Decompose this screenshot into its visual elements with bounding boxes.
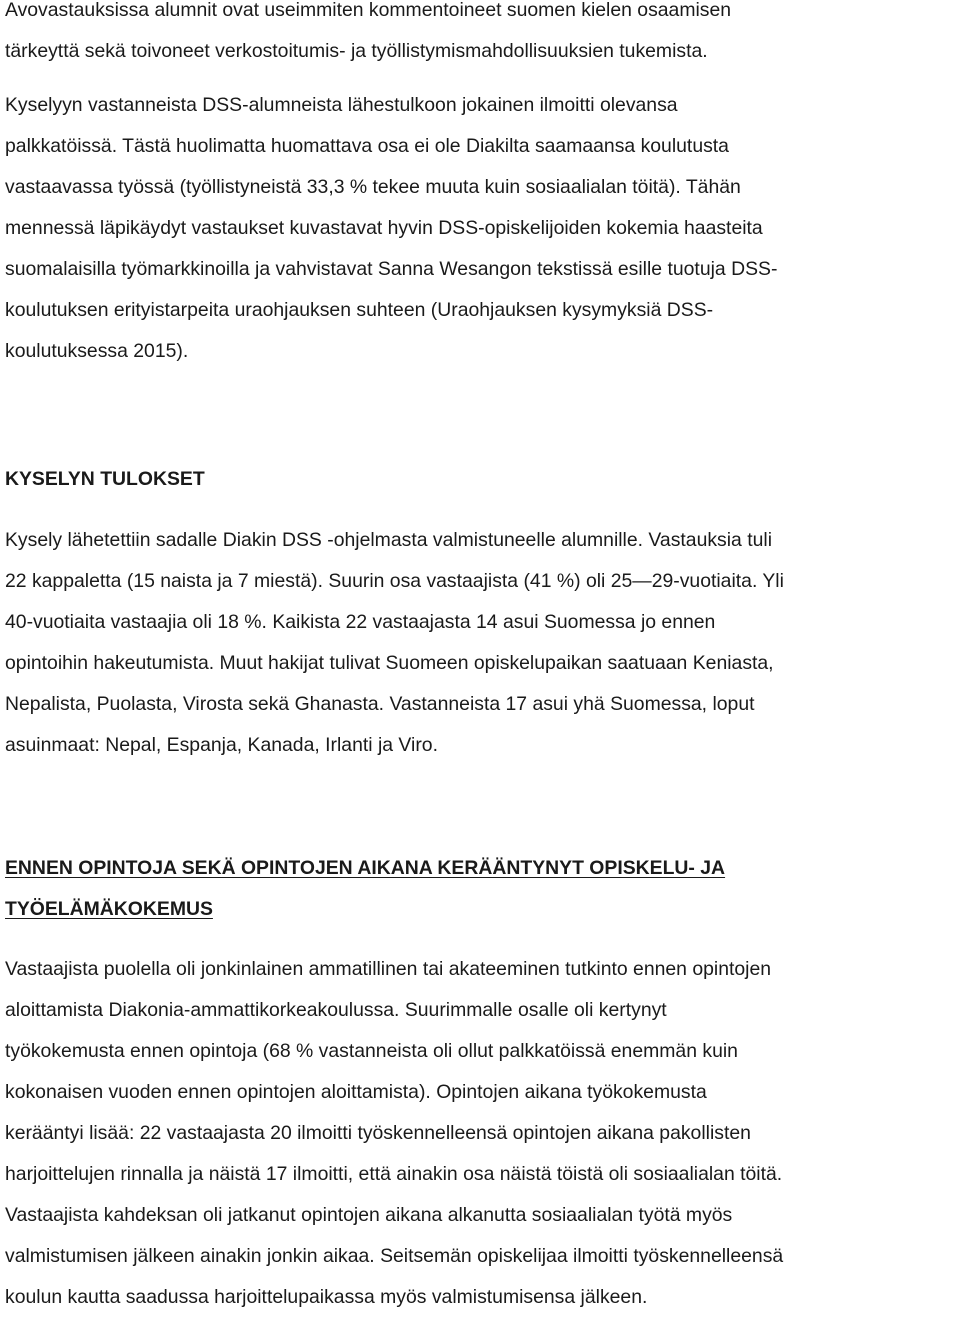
paragraph-survey-details — [5, 520, 784, 766]
text-line: koulun kautta saadussa harjoittelupaikassa myös valmistumisensa jälkeen. — [5, 1286, 648, 1308]
text-line: Vastaajista puolella oli jonkinlainen ammatillinen tai akateeminen tutkinto ennen opintojen — [5, 958, 772, 980]
text-line: valmistumisen jälkeen ainakin jonkin aikaa. Seitsemän opiskelijaa ilmoitti työskennelleensä — [5, 1245, 784, 1267]
text-line: Nepalista, Puolasta, Virosta sekä Ghanasta. Vastanneista 17 asui yhä Suomessa, loput — [5, 693, 755, 715]
heading-survey-results — [5, 459, 205, 500]
paragraph-work-experience — [5, 949, 783, 1318]
text-line: kokonaisen vuoden ennen opintojen aloittamista). Opintojen aikana työkokemusta — [5, 1081, 707, 1103]
section-heading: KYSELYN TULOKSET — [5, 468, 205, 490]
section-heading-line: TYÖELÄMÄKOKEMUS — [5, 898, 213, 920]
text-line: harjoittelujen rinnalla ja näistä 17 ilmoitti, että ainakin osa näistä töistä oli sosiaalialan töitä. — [5, 1163, 783, 1185]
text-line: tärkeyttä sekä toivoneet verkostoitumis- ja työllistymismahdollisuuksien tukemista. — [5, 40, 708, 62]
text-line: Kysely lähetettiin sadalle Diakin DSS -ohjelmasta valmistuneelle alumnille. Vastauksia tuli — [5, 529, 773, 551]
text-line: koulutuksen erityistarpeita uraohjauksen suhteen (Uraohjauksen kysymyksiä DSS- — [5, 299, 714, 321]
text-line: palkkatöissä. Tästä huolimatta huomattava osa ei ole Diakilta saamaansa koulutusta — [5, 135, 729, 157]
text-line: työkokemusta ennen opintoja (68 % vastanneista oli ollut palkkatöissä enemmän kuin — [5, 1040, 738, 1062]
text-line: vastaavassa työssä (työllistyneistä 33,3 % tekee muuta kuin sosiaalialan töitä). Tähän — [5, 176, 741, 198]
text-line: koulutuksessa 2015). — [5, 340, 189, 362]
paragraph-employment — [5, 85, 777, 372]
text-line: Avovastauksissa alumnit ovat useimmiten kommentoineet suomen kielen osaamisen — [5, 0, 732, 21]
text-line: 22 kappaletta (15 naista ja 7 miestä). Suurin osa vastaajista (41 %) oli 25—29-vuotiaita. Yli — [5, 570, 784, 592]
text-line: opintoihin hakeutumista. Muut hakijat tulivat Suomeen opiskelupaikan saatuaan Keniasta, — [5, 652, 774, 674]
text-line: Kyselyyn vastanneista DSS-alumneista lähestulkoon jokainen ilmoitti olevansa — [5, 94, 678, 116]
text-line: Vastaajista kahdeksan oli jatkanut opintojen aikana alkanutta sosiaalialan työtä myös — [5, 1204, 733, 1226]
text-line: kerääntyi lisää: 22 vastaajasta 20 ilmoitti työskennelleensä opintojen aikana pakollisten — [5, 1122, 751, 1144]
text-line: aloittamista Diakonia-ammattikorkeakoulussa. Suurimmalle osalle oli kertynyt — [5, 999, 667, 1021]
heading-experience — [5, 848, 725, 930]
section-heading-line: ENNEN OPINTOJA SEKÄ OPINTOJEN AIKANA KERÄÄNTYNYT OPISKELU- JA — [5, 857, 726, 879]
text-line: suomalaisilla työmarkkinoilla ja vahvistavat Sanna Wesangon tekstissä esille tuotuja DSS- — [5, 258, 778, 280]
paragraph-open-answers — [5, 0, 731, 72]
text-line: asuinmaat: Nepal, Espanja, Kanada, Irlanti ja Viro. — [5, 734, 438, 756]
text-line: 40-vuotiaita vastaajia oli 18 %. Kaikista 22 vastaajasta 14 asui Suomessa jo ennen — [5, 611, 716, 633]
text-line: mennessä läpikäydyt vastaukset kuvastavat hyvin DSS-opiskelijoiden kokemia haasteita — [5, 217, 763, 239]
